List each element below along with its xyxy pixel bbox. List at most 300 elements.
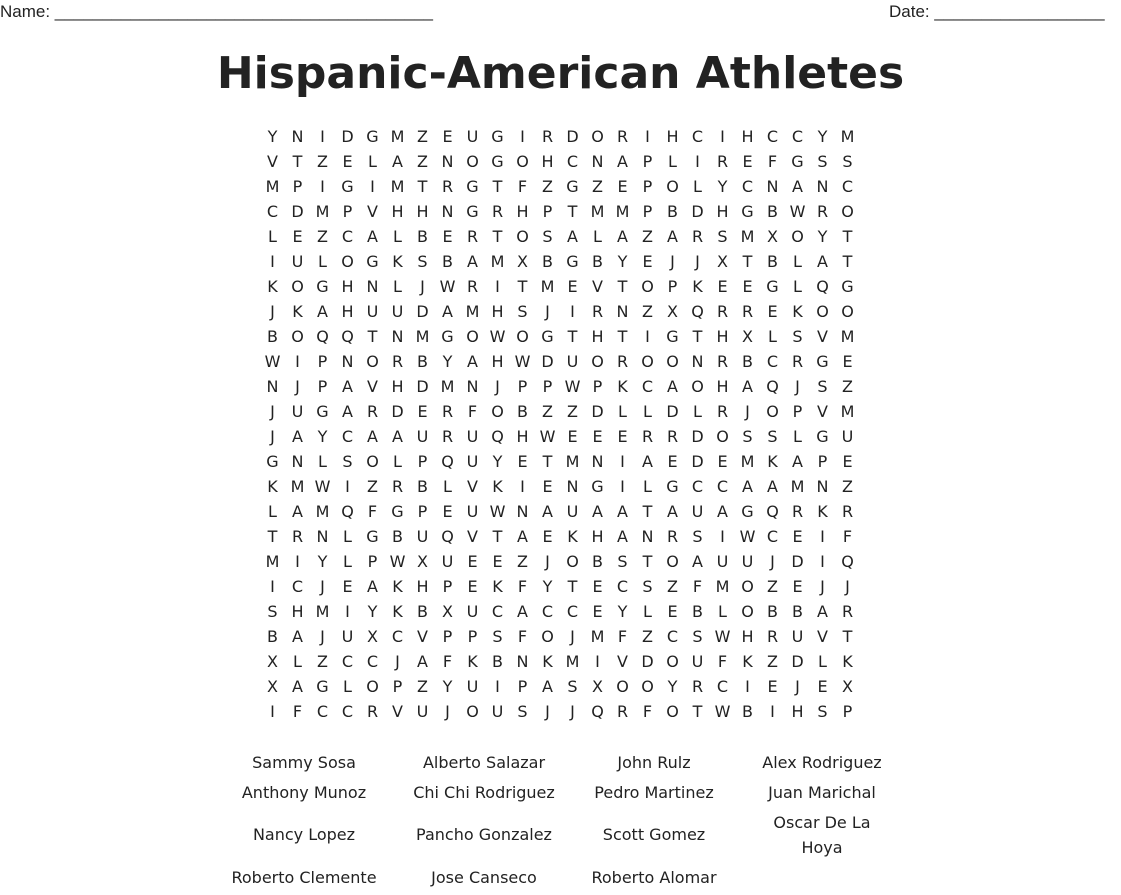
grid-row (260, 374, 860, 399)
grid-letter: Z (642, 627, 653, 646)
grid-letter: V (817, 627, 828, 646)
word-list-item: Juan Marichal (768, 783, 876, 802)
grid-letter: R (816, 202, 829, 221)
grid-row (260, 249, 860, 274)
grid-letter: E (717, 277, 728, 296)
grid-letter: D (691, 452, 704, 471)
grid-letter: R (616, 702, 629, 721)
grid-letter: C (341, 652, 354, 671)
grid-letter: O (666, 177, 679, 196)
grid-letter: A (292, 502, 303, 521)
grid-letter: J (420, 277, 425, 296)
grid-letter: U (691, 652, 704, 671)
grid-letter: M (315, 602, 330, 621)
grid-letter: A (292, 627, 303, 646)
grid-letter: G (366, 527, 379, 546)
grid-letter: P (317, 352, 328, 371)
grid-letter: C (641, 377, 654, 396)
grid-letter: K (542, 652, 553, 671)
grid-letter: X (842, 677, 853, 696)
word-list-item: Alex Rodriguez (762, 753, 882, 772)
grid-letter: P (292, 177, 303, 196)
grid-letter: C (616, 577, 629, 596)
grid-letter: A (367, 577, 378, 596)
grid-letter: W (739, 527, 756, 546)
grid-letter: P (792, 402, 803, 421)
grid-letter: M (840, 402, 855, 421)
grid-letter: P (592, 377, 603, 396)
grid-letter: C (391, 627, 404, 646)
grid-letter: H (391, 377, 404, 396)
grid-letter: H (516, 202, 529, 221)
grid-letter: P (517, 677, 528, 696)
grid-letter: H (491, 302, 504, 321)
grid-letter: N (591, 452, 604, 471)
grid-letter: P (642, 177, 653, 196)
grid-letter: J (295, 377, 300, 396)
grid-row (260, 224, 860, 249)
grid-letter: C (341, 702, 354, 721)
grid-letter: E (442, 502, 453, 521)
grid-letter: M (265, 552, 280, 571)
grid-letter: L (368, 152, 377, 171)
grid-letter: E (717, 452, 728, 471)
grid-letter: E (667, 452, 678, 471)
grid-letter: X (267, 677, 278, 696)
grid-letter: I (495, 277, 500, 296)
word-list-item: Roberto Alomar (591, 868, 717, 887)
grid-letter: Z (417, 677, 428, 696)
grid-row (260, 599, 860, 624)
grid-letter: L (393, 227, 402, 246)
grid-letter: M (590, 202, 605, 221)
grid-letter: P (467, 627, 478, 646)
grid-letter: A (342, 377, 353, 396)
grid-letter: B (417, 352, 428, 371)
grid-letter: R (441, 177, 454, 196)
grid-letter: T (567, 577, 578, 596)
grid-letter: H (591, 527, 604, 546)
grid-letter: U (291, 402, 304, 421)
grid-letter: R (666, 427, 679, 446)
grid-letter: E (842, 452, 853, 471)
grid-letter: E (767, 677, 778, 696)
grid-letter: M (440, 377, 455, 396)
grid-letter: A (817, 252, 828, 271)
grid-letter: W (564, 377, 581, 396)
grid-letter: Z (842, 377, 853, 396)
grid-letter: N (441, 202, 454, 221)
grid-letter: E (592, 602, 603, 621)
grid-letter: R (491, 202, 504, 221)
grid-letter: Z (317, 152, 328, 171)
grid-letter: S (617, 552, 628, 571)
grid-letter: H (716, 327, 729, 346)
grid-letter: F (617, 627, 628, 646)
grid-letter: S (692, 527, 703, 546)
grid-letter: X (442, 602, 453, 621)
grid-letter: V (617, 652, 628, 671)
grid-letter: O (666, 552, 679, 571)
grid-letter: I (270, 577, 275, 596)
grid-letter: Q (441, 527, 454, 546)
grid-letter: W (789, 202, 806, 221)
grid-letter: U (466, 427, 479, 446)
grid-letter: K (692, 277, 703, 296)
grid-letter: J (795, 677, 800, 696)
grid-letter: T (367, 327, 378, 346)
grid-letter: K (767, 452, 778, 471)
grid-letter: P (842, 702, 853, 721)
grid-letter: I (745, 677, 750, 696)
grid-row (260, 699, 860, 724)
grid-letter: S (517, 302, 528, 321)
word-list-item: Jose Canseco (431, 868, 537, 887)
grid-letter: L (318, 452, 327, 471)
grid-letter: N (341, 352, 354, 371)
grid-letter: A (592, 502, 603, 521)
word-list-item: Pancho Gonzalez (416, 825, 552, 844)
grid-letter: L (343, 677, 352, 696)
grid-row (260, 624, 860, 649)
grid-letter: G (816, 427, 829, 446)
grid-letter: E (667, 602, 678, 621)
grid-letter: K (817, 502, 828, 521)
grid-letter: E (542, 527, 553, 546)
grid-letter: Q (816, 277, 829, 296)
grid-letter: G (591, 477, 604, 496)
grid-letter: B (592, 252, 603, 271)
grid-letter: I (820, 552, 825, 571)
grid-letter: G (541, 327, 554, 346)
grid-letter: G (766, 277, 779, 296)
grid-letter: P (642, 152, 653, 171)
grid-letter: R (666, 527, 679, 546)
grid-letter: B (667, 202, 678, 221)
grid-letter: C (666, 627, 679, 646)
grid-letter: A (517, 602, 528, 621)
grid-letter: O (466, 702, 479, 721)
grid-letter: T (642, 552, 653, 571)
grid-letter: H (591, 327, 604, 346)
grid-letter: G (341, 177, 354, 196)
grid-letter: X (592, 677, 603, 696)
grid-letter: D (291, 202, 304, 221)
grid-letter: N (641, 527, 654, 546)
grid-letter: C (541, 602, 554, 621)
grid-letter: W (264, 352, 281, 371)
grid-letter: C (566, 152, 579, 171)
grid-letter: E (292, 227, 303, 246)
grid-letter: M (615, 202, 630, 221)
grid-letter: M (790, 477, 805, 496)
grid-letter: T (692, 327, 703, 346)
grid-letter: B (392, 527, 403, 546)
grid-letter: T (642, 502, 653, 521)
grid-row (260, 199, 860, 224)
grid-letter: F (292, 702, 303, 721)
grid-letter: E (592, 577, 603, 596)
letter-grid (260, 124, 860, 724)
grid-letter: J (270, 402, 275, 421)
grid-letter: L (618, 402, 627, 421)
grid-letter: M (740, 227, 755, 246)
grid-letter: U (716, 552, 729, 571)
grid-letter: P (392, 677, 403, 696)
grid-letter: H (666, 127, 679, 146)
grid-letter: N (566, 477, 579, 496)
grid-letter: F (467, 402, 478, 421)
grid-letter: E (442, 227, 453, 246)
grid-letter: N (291, 452, 304, 471)
grid-letter: A (617, 502, 628, 521)
grid-letter: E (567, 427, 578, 446)
grid-letter: C (341, 227, 354, 246)
grid-letter: U (466, 127, 479, 146)
grid-letter: H (541, 152, 554, 171)
grid-letter: C (366, 652, 379, 671)
grid-letter: G (391, 502, 404, 521)
grid-letter: A (742, 477, 753, 496)
grid-letter: V (817, 402, 828, 421)
grid-letter: Y (317, 427, 328, 446)
grid-letter: J (545, 552, 550, 571)
grid-letter: O (366, 352, 379, 371)
grid-letter: K (792, 302, 803, 321)
grid-letter: N (316, 527, 329, 546)
grid-letter: H (341, 277, 354, 296)
grid-letter: G (441, 327, 454, 346)
grid-letter: T (492, 527, 503, 546)
grid-letter: J (545, 302, 550, 321)
grid-row (260, 574, 860, 599)
grid-letter: O (591, 127, 604, 146)
grid-letter: U (566, 352, 579, 371)
grid-letter: W (514, 352, 531, 371)
grid-letter: E (517, 452, 528, 471)
grid-letter: V (817, 327, 828, 346)
grid-letter: L (593, 227, 602, 246)
grid-letter: W (489, 327, 506, 346)
grid-letter: Y (367, 602, 378, 621)
grid-letter: C (766, 352, 779, 371)
grid-letter: R (641, 427, 654, 446)
grid-letter: J (270, 302, 275, 321)
grid-letter: O (341, 252, 354, 271)
grid-letter: E (792, 527, 803, 546)
grid-row (260, 674, 860, 699)
grid-letter: N (266, 377, 279, 396)
grid-letter: D (566, 127, 579, 146)
grid-letter: L (668, 152, 677, 171)
grid-letter: I (770, 702, 775, 721)
grid-letter: I (320, 177, 325, 196)
grid-letter: A (567, 227, 578, 246)
grid-letter: R (291, 527, 304, 546)
grid-row (260, 124, 860, 149)
grid-letter: R (366, 402, 379, 421)
grid-letter: G (816, 352, 829, 371)
grid-letter: A (292, 677, 303, 696)
grid-letter: I (270, 702, 275, 721)
grid-letter: R (591, 302, 604, 321)
grid-letter: J (820, 577, 825, 596)
grid-letter: J (570, 627, 575, 646)
grid-letter: M (840, 327, 855, 346)
grid-letter: I (720, 127, 725, 146)
grid-letter: G (841, 277, 854, 296)
grid-letter: L (268, 502, 277, 521)
grid-letter: I (645, 327, 650, 346)
grid-letter: C (691, 477, 704, 496)
grid-letter: M (490, 252, 505, 271)
grid-letter: K (392, 602, 403, 621)
grid-letter: D (666, 402, 679, 421)
grid-letter: D (791, 552, 804, 571)
grid-letter: O (791, 227, 804, 246)
grid-letter: G (316, 677, 329, 696)
grid-letter: A (392, 427, 403, 446)
grid-letter: I (370, 177, 375, 196)
grid-letter: A (417, 652, 428, 671)
grid-letter: K (267, 477, 278, 496)
grid-letter: W (439, 277, 456, 296)
grid-letter: B (267, 627, 278, 646)
grid-letter: Z (542, 402, 553, 421)
grid-letter: Q (316, 327, 329, 346)
grid-letter: L (393, 277, 402, 296)
grid-letter: J (670, 252, 675, 271)
grid-letter: R (466, 227, 479, 246)
grid-letter: I (695, 152, 700, 171)
grid-letter: C (741, 177, 754, 196)
grid-letter: R (541, 127, 554, 146)
grid-letter: Z (317, 652, 328, 671)
grid-letter: O (666, 652, 679, 671)
grid-letter: O (541, 627, 554, 646)
grid-letter: T (267, 527, 278, 546)
grid-letter: H (416, 577, 429, 596)
grid-letter: Q (591, 702, 604, 721)
word-list-item: Alberto Salazar (422, 753, 546, 772)
grid-letter: M (390, 127, 405, 146)
grid-letter: U (416, 527, 429, 546)
grid-letter: M (265, 177, 280, 196)
grid-letter: P (667, 277, 678, 296)
grid-letter: O (641, 352, 654, 371)
grid-letter: I (570, 302, 575, 321)
grid-letter: V (467, 527, 478, 546)
word-list-item: John Rulz (617, 753, 691, 772)
grid-letter: W (714, 627, 731, 646)
grid-letter: R (841, 602, 854, 621)
grid-letter: L (443, 477, 452, 496)
grid-letter: A (367, 227, 378, 246)
grid-letter: E (842, 352, 853, 371)
grid-letter: I (345, 602, 350, 621)
grid-row (260, 399, 860, 424)
grid-letter: E (792, 577, 803, 596)
grid-letter: R (716, 352, 729, 371)
grid-letter: N (816, 177, 829, 196)
grid-row (260, 499, 860, 524)
grid-letter: T (492, 227, 503, 246)
grid-letter: B (492, 652, 503, 671)
grid-letter: I (520, 127, 525, 146)
grid-letter: A (667, 502, 678, 521)
grid-letter: F (517, 627, 528, 646)
grid-letter: H (516, 427, 529, 446)
grid-letter: E (742, 277, 753, 296)
word-list-item: Nancy Lopez (252, 825, 356, 844)
grid-letter: A (667, 377, 678, 396)
grid-letter: Y (542, 577, 553, 596)
grid-letter: Y (267, 127, 278, 146)
grid-letter: E (467, 552, 478, 571)
grid-letter: G (466, 177, 479, 196)
grid-letter: P (542, 377, 553, 396)
grid-letter: I (320, 127, 325, 146)
grid-letter: P (817, 452, 828, 471)
grid-letter: V (367, 202, 378, 221)
grid-row (260, 449, 860, 474)
grid-letter: L (793, 277, 802, 296)
grid-letter: D (341, 127, 354, 146)
grid-letter: F (717, 652, 728, 671)
grid-letter: Z (842, 477, 853, 496)
grid-letter: O (366, 452, 379, 471)
grid-letter: N (691, 352, 704, 371)
page-title: Hispanic-American Athletes (216, 48, 905, 99)
grid-letter: A (742, 377, 753, 396)
grid-letter: C (341, 427, 354, 446)
grid-letter: G (741, 202, 754, 221)
grid-letter: W (314, 477, 331, 496)
grid-letter: H (491, 352, 504, 371)
grid-letter: J (695, 252, 700, 271)
grid-letter: K (842, 652, 853, 671)
grid-letter: S (492, 627, 503, 646)
grid-letter: O (766, 402, 779, 421)
grid-letter: R (466, 277, 479, 296)
grid-letter: S (842, 152, 853, 171)
grid-letter: V (467, 477, 478, 496)
grid-letter: M (590, 627, 605, 646)
grid-letter: O (666, 352, 679, 371)
grid-letter: M (390, 177, 405, 196)
grid-letter: D (416, 302, 429, 321)
grid-letter: I (295, 352, 300, 371)
grid-letter: J (495, 377, 500, 396)
grid-letter: C (791, 127, 804, 146)
grid-letter: Q (766, 502, 779, 521)
grid-letter: I (620, 452, 625, 471)
grid-letter: U (441, 552, 454, 571)
grid-letter: U (566, 502, 579, 521)
grid-letter: E (442, 127, 453, 146)
grid-letter: B (417, 602, 428, 621)
grid-letter: G (366, 127, 379, 146)
grid-row (260, 274, 860, 299)
grid-letter: D (416, 377, 429, 396)
grid-letter: L (343, 527, 352, 546)
grid-letter: L (693, 177, 702, 196)
grid-row (260, 349, 860, 374)
grid-letter: Y (817, 127, 828, 146)
grid-letter: X (667, 302, 678, 321)
grid-letter: U (466, 677, 479, 696)
grid-letter: Y (442, 352, 453, 371)
